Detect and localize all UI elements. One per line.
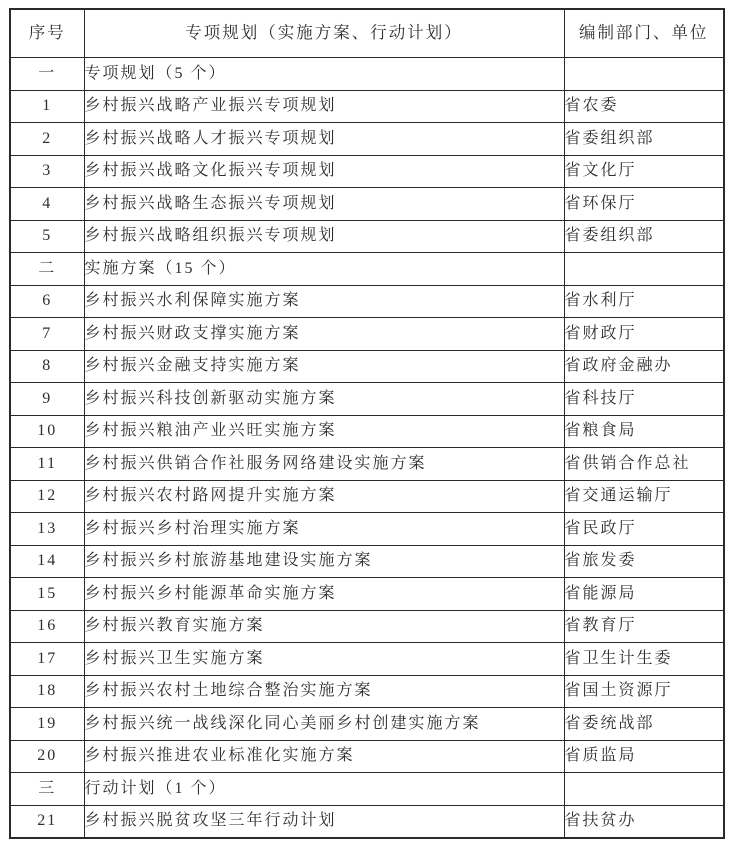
- row-department: 省委统战部: [564, 708, 724, 741]
- plans-table: [9, 8, 725, 839]
- row-plan-name: 乡村振兴推进农业标准化实施方案: [84, 740, 564, 773]
- row-serial-number: 二: [10, 253, 84, 286]
- row-plan-name: 实施方案（15 个）: [84, 253, 564, 286]
- row-serial-number: 13: [10, 513, 84, 546]
- row-serial-number: 2: [10, 123, 84, 156]
- row-serial-number: 三: [10, 773, 84, 806]
- row-department: [564, 773, 724, 806]
- row-department: 省旅发委: [564, 545, 724, 578]
- row-department: 省扶贫办: [564, 805, 724, 838]
- table-row: [10, 253, 724, 286]
- row-department: 省质监局: [564, 740, 724, 773]
- row-plan-name: 乡村振兴乡村旅游基地建设实施方案: [84, 545, 564, 578]
- row-serial-number: 4: [10, 188, 84, 221]
- table-row: [10, 188, 724, 221]
- table-row: [10, 350, 724, 383]
- row-serial-number: 6: [10, 285, 84, 318]
- header-plan-title: 专项规划（实施方案、行动计划）: [84, 9, 564, 58]
- row-serial-number: 3: [10, 155, 84, 188]
- row-plan-name: 乡村振兴供销合作社服务网络建设实施方案: [84, 448, 564, 481]
- row-serial-number: 21: [10, 805, 84, 838]
- row-plan-name: 乡村振兴脱贫攻坚三年行动计划: [84, 805, 564, 838]
- row-serial-number: 20: [10, 740, 84, 773]
- table-row: [10, 480, 724, 513]
- table-row: [10, 805, 724, 838]
- row-department: 省粮食局: [564, 415, 724, 448]
- table-row: [10, 610, 724, 643]
- table-row: [10, 675, 724, 708]
- row-department: 省民政厅: [564, 513, 724, 546]
- header-department: 编制部门、单位: [564, 9, 724, 58]
- row-serial-number: 1: [10, 90, 84, 123]
- table-row: [10, 383, 724, 416]
- row-department: 省农委: [564, 90, 724, 123]
- table-row: [10, 318, 724, 351]
- table-header-row: [10, 9, 724, 58]
- row-plan-name: 乡村振兴农村路网提升实施方案: [84, 480, 564, 513]
- table-row: [10, 58, 724, 91]
- table-row: [10, 578, 724, 611]
- table-row: [10, 513, 724, 546]
- table-row: [10, 448, 724, 481]
- row-plan-name: 乡村振兴战略组织振兴专项规划: [84, 220, 564, 253]
- row-serial-number: 12: [10, 480, 84, 513]
- row-serial-number: 15: [10, 578, 84, 611]
- row-serial-number: 5: [10, 220, 84, 253]
- table-row: [10, 155, 724, 188]
- row-department: 省科技厅: [564, 383, 724, 416]
- row-department: 省教育厅: [564, 610, 724, 643]
- row-plan-name: 乡村振兴乡村能源革命实施方案: [84, 578, 564, 611]
- row-department: 省文化厅: [564, 155, 724, 188]
- table-row: [10, 285, 724, 318]
- row-plan-name: 乡村振兴教育实施方案: [84, 610, 564, 643]
- row-department: 省交通运输厅: [564, 480, 724, 513]
- row-plan-name: 乡村振兴金融支持实施方案: [84, 350, 564, 383]
- row-serial-number: 14: [10, 545, 84, 578]
- row-plan-name: 乡村振兴统一战线深化同心美丽乡村创建实施方案: [84, 708, 564, 741]
- row-serial-number: 11: [10, 448, 84, 481]
- row-serial-number: 17: [10, 643, 84, 676]
- table-row: [10, 90, 724, 123]
- row-plan-name: 行动计划（1 个）: [84, 773, 564, 806]
- row-serial-number: 8: [10, 350, 84, 383]
- table-row: [10, 220, 724, 253]
- row-plan-name: 乡村振兴战略文化振兴专项规划: [84, 155, 564, 188]
- row-plan-name: 乡村振兴卫生实施方案: [84, 643, 564, 676]
- row-department: 省水利厅: [564, 285, 724, 318]
- row-department: 省委组织部: [564, 220, 724, 253]
- row-serial-number: 一: [10, 58, 84, 91]
- row-plan-name: 乡村振兴水利保障实施方案: [84, 285, 564, 318]
- row-department: 省财政厅: [564, 318, 724, 351]
- row-serial-number: 16: [10, 610, 84, 643]
- table-row: [10, 415, 724, 448]
- table-row: [10, 740, 724, 773]
- row-serial-number: 10: [10, 415, 84, 448]
- row-serial-number: 18: [10, 675, 84, 708]
- table-row: [10, 545, 724, 578]
- row-plan-name: 乡村振兴战略生态振兴专项规划: [84, 188, 564, 221]
- row-department: 省国土资源厅: [564, 675, 724, 708]
- table-row: [10, 123, 724, 156]
- row-department: [564, 253, 724, 286]
- header-serial-number: 序号: [10, 9, 84, 58]
- row-department: [564, 58, 724, 91]
- row-serial-number: 19: [10, 708, 84, 741]
- row-department: 省政府金融办: [564, 350, 724, 383]
- row-department: 省供销合作总社: [564, 448, 724, 481]
- row-department: 省卫生计生委: [564, 643, 724, 676]
- row-plan-name: 乡村振兴粮油产业兴旺实施方案: [84, 415, 564, 448]
- table-row: [10, 708, 724, 741]
- row-department: 省委组织部: [564, 123, 724, 156]
- table-row: [10, 773, 724, 806]
- row-plan-name: 乡村振兴财政支撑实施方案: [84, 318, 564, 351]
- row-plan-name: 乡村振兴农村土地综合整治实施方案: [84, 675, 564, 708]
- row-department: 省能源局: [564, 578, 724, 611]
- row-serial-number: 9: [10, 383, 84, 416]
- row-plan-name: 乡村振兴战略产业振兴专项规划: [84, 90, 564, 123]
- row-plan-name: 乡村振兴科技创新驱动实施方案: [84, 383, 564, 416]
- row-plan-name: 乡村振兴乡村治理实施方案: [84, 513, 564, 546]
- row-plan-name: 乡村振兴战略人才振兴专项规划: [84, 123, 564, 156]
- row-plan-name: 专项规划（5 个）: [84, 58, 564, 91]
- row-serial-number: 7: [10, 318, 84, 351]
- row-department: 省环保厅: [564, 188, 724, 221]
- table-row: [10, 643, 724, 676]
